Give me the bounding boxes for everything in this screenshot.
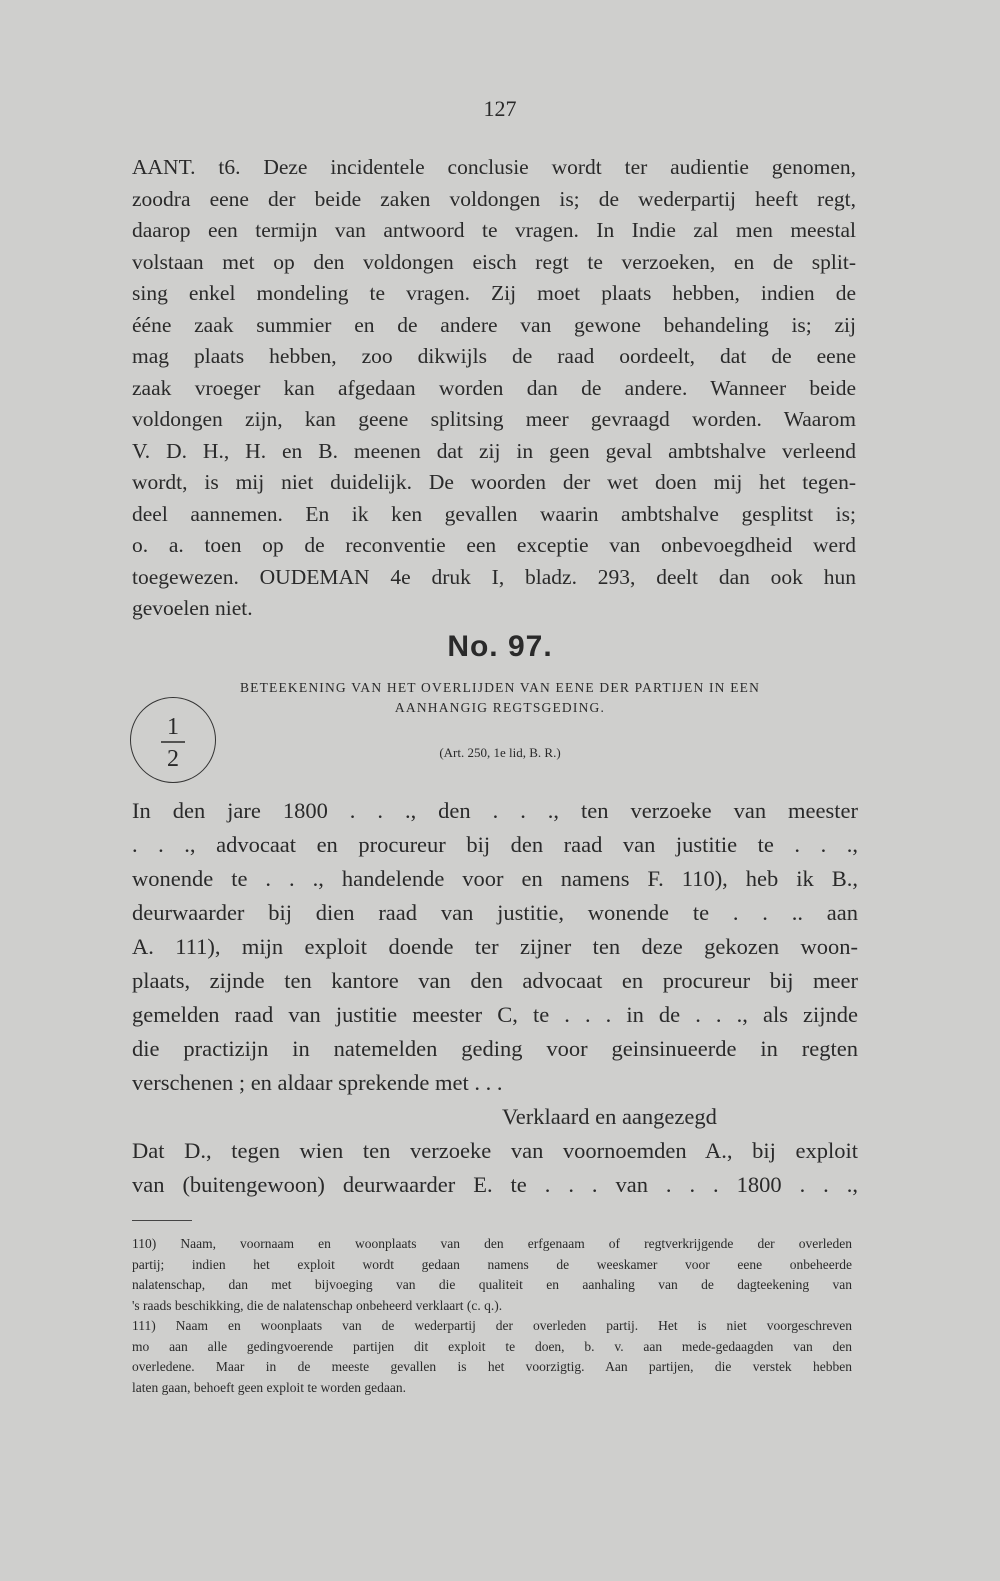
text-line: sing enkel mondeling te vragen. Zij moet plaats hebben, indien de bbox=[132, 281, 856, 305]
footnotes bbox=[132, 1234, 852, 1398]
text-line: o. a. toen op de reconventie een exceptie van onbevoegdheid werd bbox=[132, 533, 856, 557]
text-line: Dat D., tegen wien ten verzoeke van voornoemden A., bij exploit bbox=[132, 1138, 858, 1163]
fraction-stamp bbox=[130, 697, 216, 783]
footnote-line: mo aan alle gedingvoerende partijen dit exploit te doen, b. v. aan mede-gedaagden van den bbox=[132, 1338, 852, 1354]
text-line: zaak vroeger kan afgedaan worden dan de andere. Wanneer beide bbox=[132, 375, 856, 400]
footnote-divider bbox=[132, 1220, 192, 1221]
text-line: toegewezen. OUDEMAN 4e druk I, bladz. 293, deelt dan ook hun bbox=[132, 564, 856, 589]
article-reference: (Art. 250, 1e lid, B. R.) bbox=[439, 745, 561, 760]
text-line: daarop een termijn van antwoord te vragen. In Indie zal men meestal bbox=[132, 218, 856, 242]
footnote-line: 111) Naam en woonplaats van de wederpartij der overleden partij. Het is niet voorgeschreven bbox=[132, 1318, 852, 1333]
text-line: . . ., advocaat en procureur bij den raad van justitie te . . ., bbox=[132, 832, 858, 857]
text-line: gevoelen niet. bbox=[132, 596, 253, 620]
text-line: deurwaarder bij dien raad van justitie, wonende te . . .. aan bbox=[132, 900, 858, 925]
footnote-line: partij; indien het exploit wordt gedaan namens de weeskamer voor eene onbeheerde bbox=[132, 1256, 852, 1272]
footnote-line: overledene. Maar in de meeste gevallen is het voorzigtig. Aan partijen, die verstek hebben bbox=[132, 1359, 852, 1374]
text-line: gemelden raad van justitie meester C, te . . . in de . . ., als zijnde bbox=[132, 1002, 858, 1027]
text-line: AANT. t6. Deze incidentele conclusie wordt ter audientie genomen, bbox=[132, 155, 856, 179]
text-line: wordt, is mij niet duidelijk. De woorden der wet doen mij het tegen- bbox=[132, 470, 856, 494]
footnote-line: 110) Naam, voornaam en woonplaats van den erfgenaam of regtverkrijgende der overleden bbox=[132, 1236, 852, 1251]
text-line: die practizijn in natemelden geding voor geinsinueerde in regten bbox=[132, 1036, 858, 1061]
text-line: volstaan met op den voldongen eisch regt te verzoeken, en de split- bbox=[132, 249, 856, 274]
stamp-denominator: 2 bbox=[167, 746, 179, 772]
text-line: mag plaats hebben, zoo dikwijls de raad oordeelt, dat de eene bbox=[132, 344, 856, 368]
declaration-heading: Verklaard en aangezegd bbox=[502, 1104, 717, 1129]
text-line: zoodra eene der beide zaken voldongen is; de wederpartij heeft regt, bbox=[132, 186, 856, 211]
footnote-line: nalatenschap, dan met bijvoeging van die qualiteit en aanhaling van de dagteekening van bbox=[132, 1277, 852, 1292]
aant-paragraph bbox=[132, 152, 856, 625]
text-line: van (buitengewoon) deurwaarder E. te . . . van . . . 1800 . . ., bbox=[132, 1172, 858, 1197]
text-line: voldongen zijn, kan geene splitsing meer gevraagd worden. Waarom bbox=[132, 407, 856, 431]
footnote-line: laten gaan, behoeft geen exploit te worden gedaan. bbox=[132, 1379, 407, 1395]
text-line: verschenen ; en aldaar sprekende met . . . bbox=[132, 1070, 503, 1095]
section-number: No. 97. bbox=[447, 630, 553, 663]
deed-text bbox=[132, 794, 858, 1202]
text-line: V. D. H., H. en B. meenen dat zij in geen geval ambtshalve verleend bbox=[132, 438, 856, 463]
page-number: 127 bbox=[483, 96, 517, 121]
text-line: A. 111), mijn exploit doende ter zijner ten deze gekozen woon- bbox=[132, 934, 858, 959]
text-line: plaats, zijnde ten kantore van den advocaat en procureur bij meer bbox=[132, 968, 858, 993]
section-title-line-1: BETEEKENING VAN HET OVERLIJDEN VAN EENE DER PARTIJEN IN EEN bbox=[239, 680, 761, 695]
text-line: deel aannemen. En ik ken gevallen waarin ambtshalve gesplitst is; bbox=[132, 501, 856, 526]
text-line: In den jare 1800 . . ., den . . ., ten verzoeke van meester bbox=[132, 798, 858, 823]
text-line: wonende te . . ., handelende voor en namens F. 110), heb ik B., bbox=[132, 866, 858, 891]
text-line: ééne zaak summier en de andere van gewone behandeling is; zij bbox=[132, 312, 856, 337]
fraction-stamp-graphic bbox=[131, 698, 215, 782]
footnote-line: 's raads beschikking, die de nalatenschap onbeheerd verklaart (c. q.). bbox=[132, 1297, 503, 1313]
section-title-line-2: AANHANGIG REGTSGEDING. bbox=[394, 700, 606, 715]
stamp-numerator: 1 bbox=[167, 714, 179, 740]
